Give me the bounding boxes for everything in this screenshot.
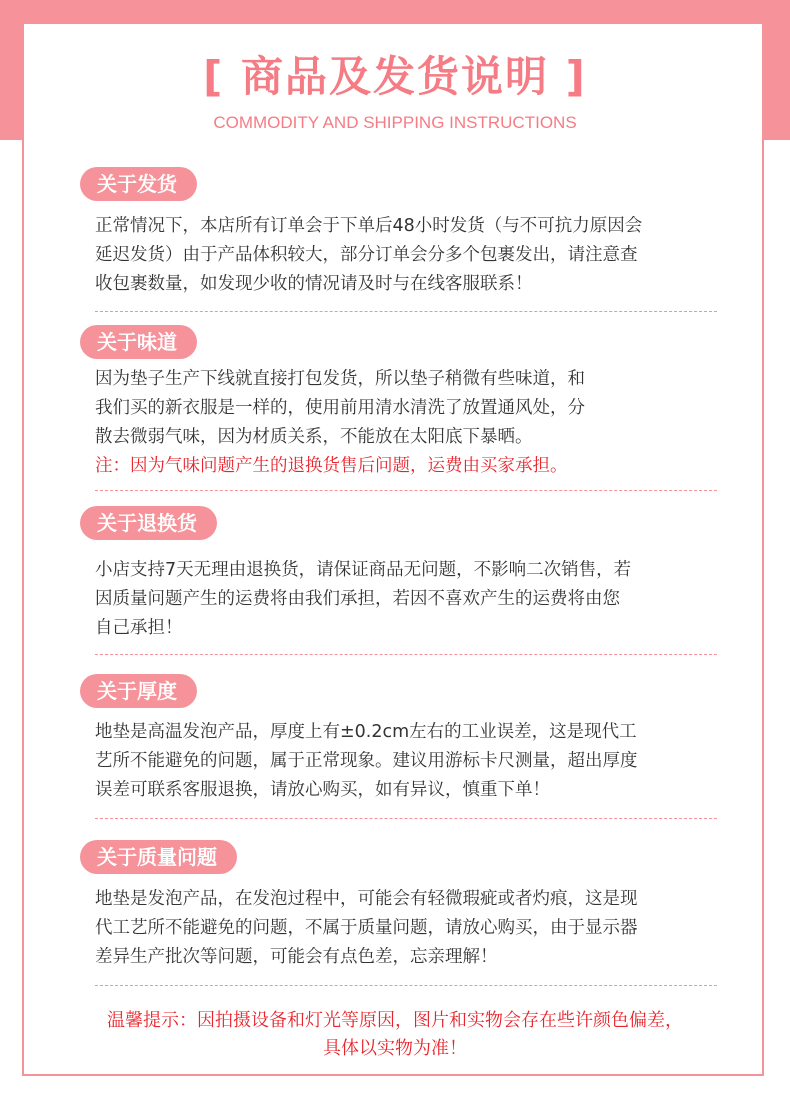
section-body-returns [95, 556, 725, 643]
text-line: 自己承担！ [95, 618, 183, 638]
text-line: 误差可联系客服退换，请放心购买，如有异议，慎重下单！ [95, 780, 550, 800]
section-body-smell [95, 365, 725, 481]
text-line: 艺所不能避免的问题，属于正常现象。建议用游标卡尺测量，超出厚度 [95, 751, 638, 771]
page-title: [ 商品及发货说明 ] [203, 52, 587, 101]
text-line: 地垫是发泡产品，在发泡过程中，可能会有轻微瑕疵或者灼痕，这是现 [95, 889, 638, 909]
section-heading-shipping: 关于发货 [80, 167, 197, 201]
section-body-thickness [95, 718, 725, 805]
text-line: 小店支持7天无理由退换货，请保证商品无问题，不影响二次销售，若 [95, 560, 632, 580]
section-heading-quality: 关于质量问题 [80, 840, 237, 874]
section-heading-thickness: 关于厚度 [80, 674, 197, 708]
page-subtitle: COMMODITY AND SHIPPING INSTRUCTIONS [213, 113, 577, 132]
footer-tip [30, 1007, 760, 1063]
section-divider [95, 818, 717, 819]
footer-line: 具体以实物为准！ [323, 1038, 467, 1059]
footer-line: 温馨提示：因拍摄设备和灯光等原因，图片和实物会存在些许颜色偏差， [107, 1010, 683, 1031]
text-line: 地垫是高温发泡产品，厚度上有±0.2cm左右的工业误差，这是现代工 [95, 722, 637, 742]
text-line: 我们买的新衣服是一样的，使用前用清水清洗了放置通风处，分 [95, 398, 585, 418]
text-line: 延迟发货）由于产品体积较大，部分订单会分多个包裹发出，请注意查 [95, 245, 638, 265]
text-line: 因质量问题产生的运费将由我们承担，若因不喜欢产生的运费将由您 [95, 589, 620, 609]
text-line: 差异生产批次等问题，可能会有点色差，忘亲理解！ [95, 947, 498, 967]
section-heading-smell: 关于味道 [80, 325, 197, 359]
section-divider [95, 490, 717, 491]
text-line: 代工艺所不能避免的问题，不属于质量问题，请放心购买，由于显示器 [95, 918, 638, 938]
section-heading-returns: 关于退换货 [80, 506, 217, 540]
text-line: 散去微弱气味，因为材质关系，不能放在太阳底下暴晒。 [95, 427, 533, 447]
section-divider [95, 985, 717, 986]
section-body-shipping [95, 212, 725, 299]
section-body-quality [95, 885, 725, 972]
warning-note: 注：因为气味问题产生的退换货售后问题，运费由买家承担。 [95, 456, 568, 476]
text-line: 正常情况下，本店所有订单会于下单后48小时发货（与不可抗力原因会 [95, 216, 643, 236]
text-line: 因为垫子生产下线就直接打包发货，所以垫子稍微有些味道，和 [95, 369, 585, 389]
section-divider [95, 654, 717, 655]
text-line: 收包裹数量，如发现少收的情况请及时与在线客服联系！ [95, 274, 533, 294]
section-divider [95, 311, 717, 312]
